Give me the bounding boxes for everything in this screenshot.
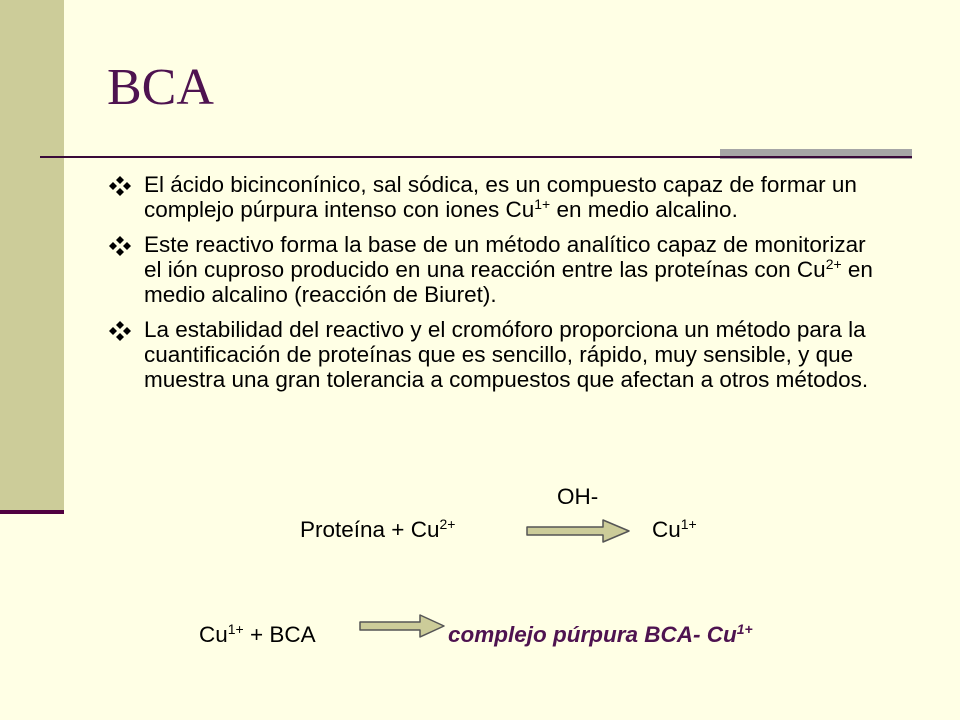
left-sidebar-divider <box>0 510 64 514</box>
reaction2-product <box>448 622 753 648</box>
reaction1-reactant-text: Proteína + Cu <box>300 517 440 542</box>
reaction2-reactant-after: + BCA <box>243 622 316 647</box>
reaction2-product-text: complejo púrpura BCA- Cu <box>448 622 737 647</box>
bullet-item-3 <box>104 317 884 392</box>
superscript: 1+ <box>534 196 551 212</box>
bullet-list <box>104 172 884 402</box>
reaction1-product-text: Cu <box>652 517 681 542</box>
bullet-item-1 <box>104 172 884 222</box>
right-arrow-icon <box>525 518 631 544</box>
bullet-text: El ácido bicinconínico, sal sódica, es un compuesto capaz de formar un complejo púrpura intenso con iones Cu <box>144 172 857 222</box>
bullet-text: Este reactivo forma la base de un método analítico capaz de monitorizar el ión cuproso producido en una reacción entre las proteínas con Cu <box>144 232 866 282</box>
reaction1-product <box>652 517 697 543</box>
reaction1-condition: OH- <box>557 484 599 509</box>
title-rule <box>40 156 912 158</box>
four-diamond-bullet-icon <box>108 175 132 197</box>
reaction2-reactant-sup: 1+ <box>227 621 244 637</box>
reaction1-reactant-sup: 2+ <box>439 516 456 532</box>
reaction1-reactants <box>300 517 455 543</box>
bullet-text-after: en medio alcalino (reacción de Biuret). <box>144 257 873 307</box>
reaction2-reactant-text: Cu <box>199 622 228 647</box>
four-diamond-bullet-icon <box>108 320 132 342</box>
bullet-text-after: en medio alcalino. <box>550 197 738 222</box>
reaction2-reactants <box>199 622 316 648</box>
slide-title: BCA <box>107 59 214 116</box>
right-arrow-icon <box>358 613 446 639</box>
bullet-item-2 <box>104 232 884 307</box>
reaction1-product-sup: 1+ <box>680 516 697 532</box>
bullet-text: La estabilidad del reactivo y el cromóforo proporciona un método para la cuantificación de proteínas que es sencillo, rápido, muy sensible, y que muestra una gran tolerancia a compuestos que afectan a otros métodos. <box>144 317 869 392</box>
superscript: 2+ <box>825 256 842 272</box>
reaction2-product-sup: 1+ <box>736 621 753 637</box>
four-diamond-bullet-icon <box>108 235 132 257</box>
left-sidebar-bar <box>0 0 64 512</box>
